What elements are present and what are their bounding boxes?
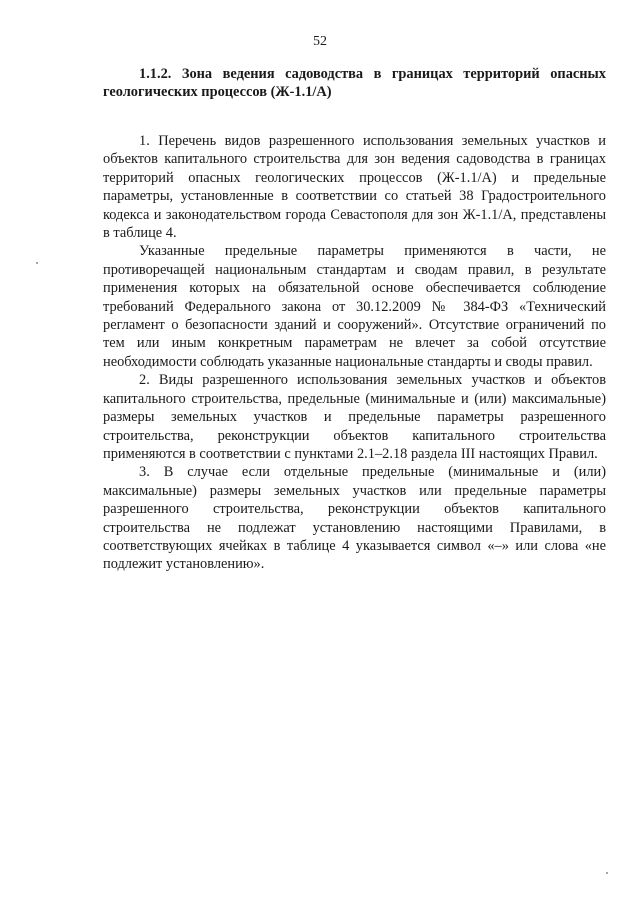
- page-number: 52: [313, 34, 327, 49]
- section-heading: 1.1.2. Зона ведения садоводства в границах территорий опасных геологических процессов (Ж-1.1/А): [103, 66, 606, 100]
- paragraph-list-of-uses: 1. Перечень видов разрешенного использования земельных участков и объектов капитального строительства для зон ведения садоводства в границах территорий опасных геологических процессов (Ж-1.1/А) и предельные параметры, установленные в соответствии со статьей 38 Градостроительного кодекса и законодательством города Севастополя для зон Ж-1.1/А, представлены в таблице 4.: [103, 133, 606, 242]
- scan-speck: [36, 262, 38, 264]
- section-body: [103, 65, 606, 574]
- scan-speck: [606, 872, 608, 874]
- paragraph-limit-parameters: Указанные предельные параметры применяются в части, не противоречащей национальным стандартам и сводам правил, в результате применения которых на обязательной основе обеспечивается соблюдение требований Федерального закона от 30.12.2009 № 384-ФЗ «Технический регламент о безопасности зданий и сооружений». Отсутствие ограничений по тем или иным конкретным параметрам не влечет за собой отсутствие необходимости соблюдать указанные национальные стандарты и своды правил.: [103, 243, 606, 370]
- paragraph-types-of-use: 2. Виды разрешенного использования земельных участков и объектов капитального строительства, предельные (минимальные и (или) максимальные) размеры земельных участков и предельные параметры разрешенного строительства, реконструкции объектов капитального строительства применяются в соответствии с пунктами 2.1–2.18 раздела III настоящих Правил.: [103, 372, 606, 462]
- paragraph-not-subject-to-establishment: 3. В случае если отдельные предельные (минимальные и (или) максимальные) размеры земельных участков или предельные параметры разрешенного строительства, реконструкции объектов капитального строительства не подлежат установлению настоящими Правилами, в соответствующих ячейках в таблице 4 указывается символ «–» или слова «не подлежит установлению».: [103, 464, 606, 573]
